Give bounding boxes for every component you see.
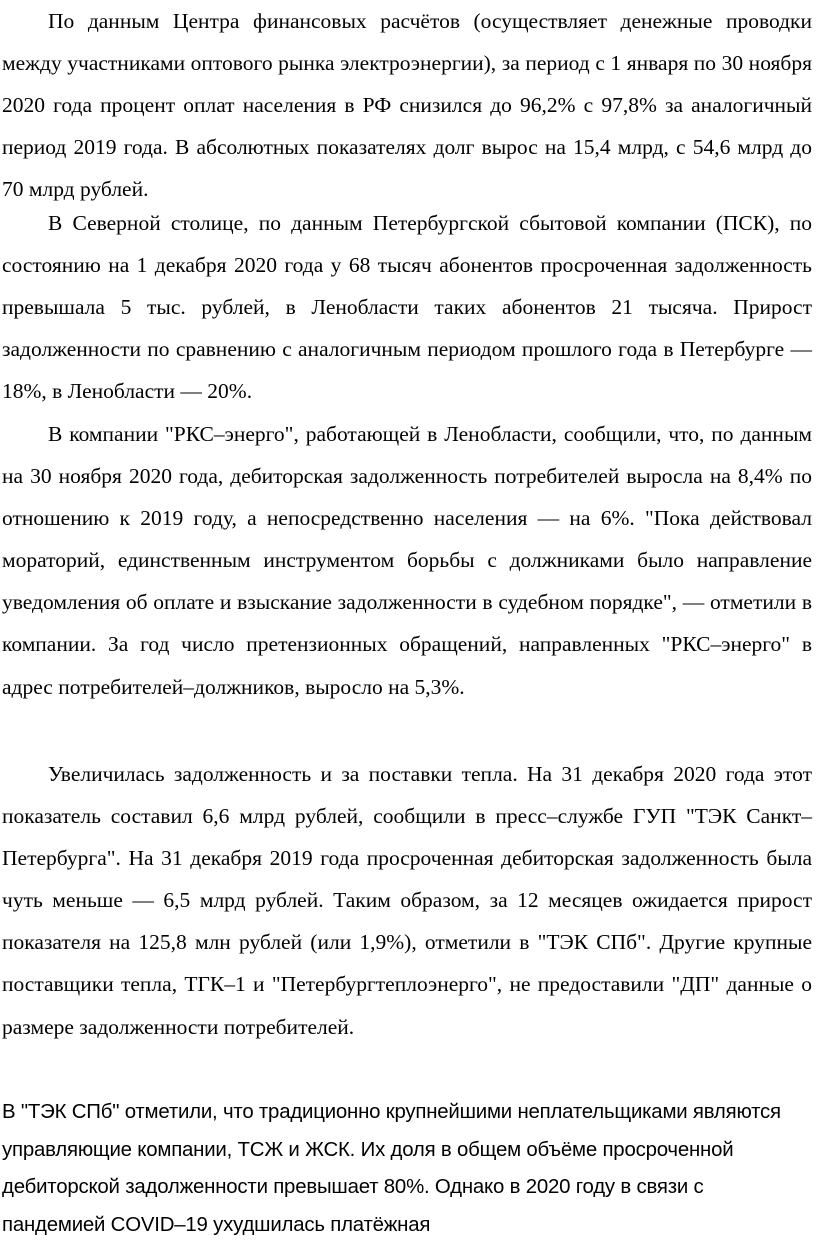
paragraph-heat-supply-debt: Увеличилась задолженность и за поставки тепла. На 31 декабря 2020 года этот показатель составил 6,6 млрд рублей, сообщили в пресс–службе ГУП "ТЭК Санкт–Петербурга". На 31 декабря 2019 года просроченная дебиторская задолженность была чуть меньше — 6,5 млрд рублей. Таким образом, за 12 месяцев ожидается прирост показателя на 125,8 млн рублей (или 1,9%), отметили в "ТЭК СПб". Другие крупные поставщики тепла, ТГК–1 и "Петербургтеплоэнерго", не предоставили "ДП" данные о размере задолженности потребителей. <box>2 762 812 1039</box>
paragraph-payment-statistics: По данным Центра финансовых расчётов (осуществляет денежные проводки между участниками оптового рынка электроэнергии), за период с 1 января по 30 ноября 2020 года процент оплат населения в РФ снизился до 96,2% с 97,8% за аналогичный период 2019 года. В абсолютных показателях долг вырос на 15,4 млрд, с 54,6 млрд до 70 млрд рублей. <box>2 9 812 202</box>
paragraph-psk-debt: В Северной столице, по данным Петербургской сбытовой компании (ПСК), по состоянию на 1 декабря 2020 года у 68 тысяч абонентов просроченная задолженность превышала 5 тыс. рублей, в Ленобласти таких абонентов 21 тысяча. Прирост задолженности по сравнению с аналогичным периодом прошлого года в Петербурге — 18%, в Ленобласти — 20%. <box>2 211 812 404</box>
paragraph-rks-energo: В компании "РКС–энерго", работающей в Ленобласти, сообщили, что, по данным на 30 ноября 2020 года, дебиторская задолженность потребителей выросла на 8,4% по отношению к 2019 году, а непосредственно населения — на 6%. "Пока действовал мораторий, единственным инструментом борьбы с должниками было направление уведомления об оплате и взыскание задолженности в судебном порядке", — отметили в компании. За год число претензионных обращений, направленных "РКС–энерго" в адрес потребителей–должников, выросло на 5,3%. <box>2 422 812 699</box>
paragraph-tek-spb-debtors: В "ТЭК СПб" отметили, что традиционно крупнейшими неплательщиками являются управляющие компании, ТСЖ и ЖСК. Их доля в общем объёме просроченной дебиторской задолженности превышает 80%. Однако в 2020 году в связи с пандемией COVID–19 ухудшилась платёжная <box>2 1101 781 1236</box>
